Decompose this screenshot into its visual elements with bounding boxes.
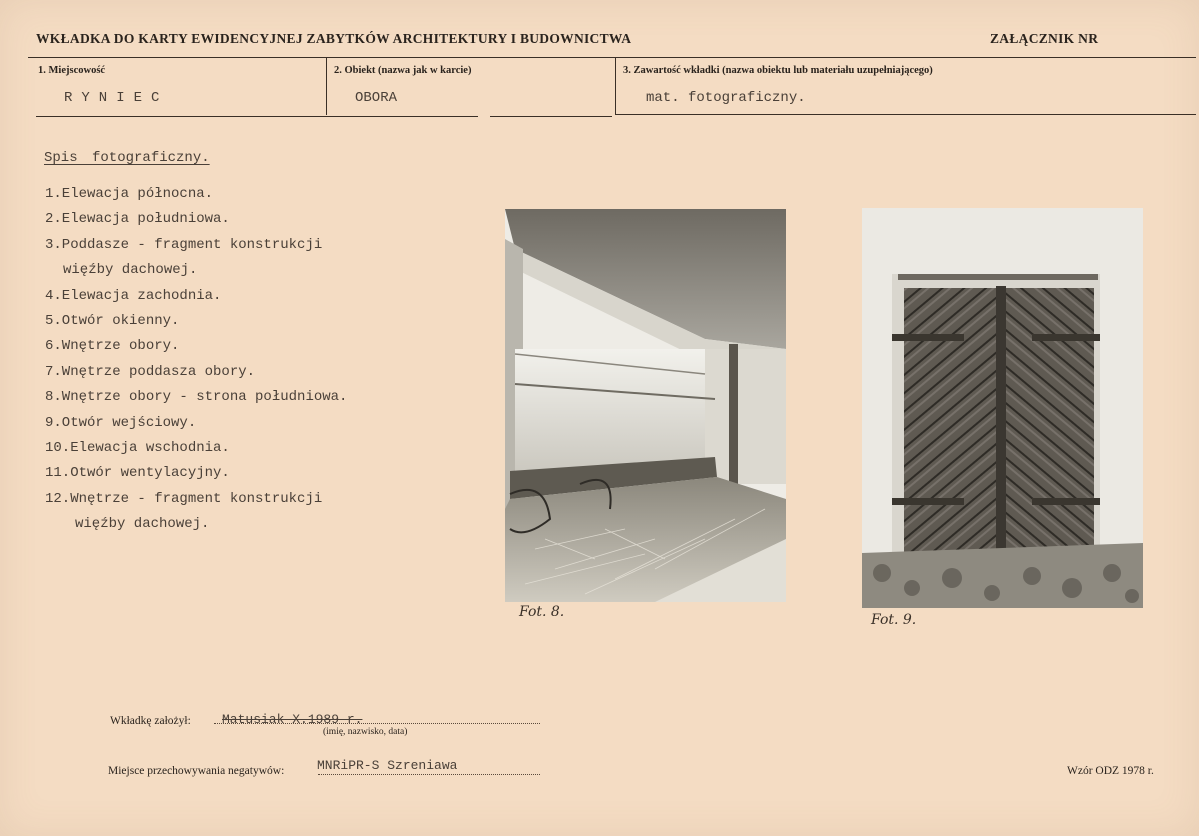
founded-label: Wkładkę założył:: [110, 715, 191, 727]
header-rule: [28, 57, 1196, 58]
form-version: Wzór ODZ 1978 r.: [1067, 765, 1154, 777]
list-item: 6.Wnętrze obory.: [45, 338, 180, 355]
contents-value: mat. fotograficzny.: [646, 90, 806, 106]
photo-list-title: Spis fotograficzny.: [44, 150, 210, 166]
photo-barn-interior: [505, 209, 786, 602]
object-value: OBORA: [355, 90, 398, 106]
storage-label: Miejsce przechowywania negatywów:: [108, 765, 285, 777]
founded-sub: (imię, nazwisko, data): [323, 727, 408, 737]
list-item: 5.Otwór okienny.: [45, 313, 180, 330]
list-item: 2.Elewacja południowa.: [45, 211, 230, 228]
location-label: 1. Miejscowość: [38, 65, 106, 76]
annex-label: ZAŁĄCZNIK NR: [990, 31, 1099, 46]
photo8-caption: Fot. 8.: [519, 604, 565, 620]
list-item: 1.Elewacja północna.: [45, 186, 214, 202]
fields-bottom-rule-3: [616, 114, 1196, 115]
object-label: 2. Obiekt (nazwa jak w karcie): [334, 65, 472, 76]
founded-value: Matusiak X.1989 r.: [222, 712, 363, 727]
list-item-continuation: więźby dachowej.: [75, 516, 210, 533]
entrance-door-image: [862, 208, 1143, 608]
form-title: WKŁADKA DO KARTY EWIDENCYJNEJ ZABYTKÓW ARCHITEKTURY I BUDOWNICTWA: [36, 31, 632, 46]
list-item: 10.Elewacja wschodnia.: [45, 440, 230, 457]
location-value: RYNIEC: [64, 90, 169, 106]
storage-value: MNRiPR-S Szreniawa: [317, 758, 458, 773]
field-divider-2: [615, 58, 616, 115]
list-item: 9.Otwór wejściowy.: [45, 414, 197, 431]
fields-bottom-rule-1: [36, 116, 478, 117]
list-item: 7.Wnętrze poddasza obory.: [45, 363, 256, 380]
list-item: 3.Poddasze - fragment konstrukcji: [45, 236, 323, 253]
fields-bottom-rule-2: [490, 116, 612, 117]
list-item-continuation: więźby dachowej.: [63, 262, 198, 279]
list-item: 12.Wnętrze - fragment konstrukcji: [45, 490, 323, 507]
field-divider-1: [326, 58, 327, 115]
list-item: 4.Elewacja zachodnia.: [45, 287, 222, 304]
list-item: 11.Otwór wentylacyjny.: [45, 465, 230, 482]
contents-label: 3. Zawartość wkładki (nazwa obiektu lub materiału uzupełniającego): [623, 65, 933, 76]
photo-entrance-door: [862, 208, 1143, 608]
storage-line: [318, 774, 540, 775]
list-item: 8.Wnętrze obory - strona południowa.: [45, 389, 348, 406]
photo9-caption: Fot. 9.: [871, 612, 917, 628]
photo-list: [45, 182, 347, 538]
barn-interior-image: [505, 209, 786, 602]
